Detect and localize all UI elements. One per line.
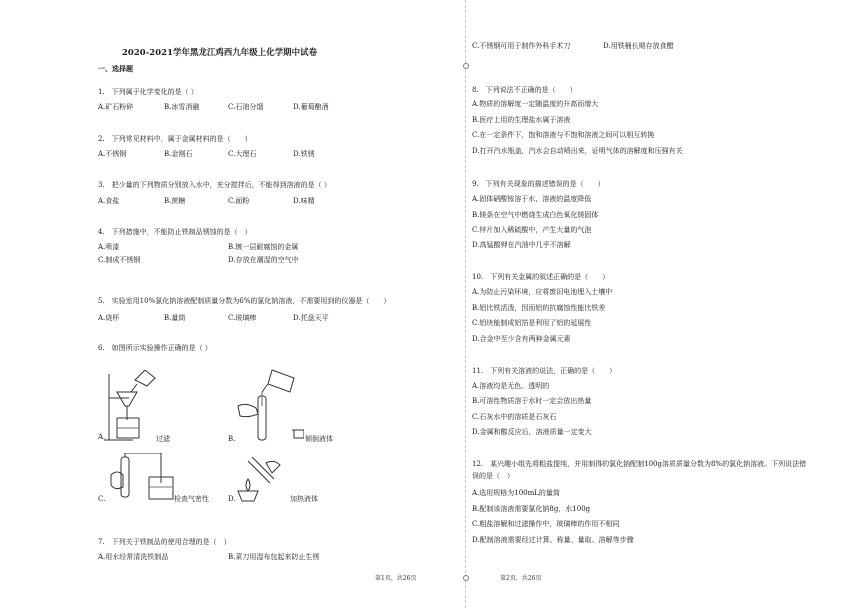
question-2-option-d[interactable]: D.铁锈 — [293, 150, 315, 158]
question-8-option-a[interactable]: A.物质的溶解度一定随温度的升高而增大 — [472, 100, 599, 108]
question-7-option-c[interactable]: C.不锈钢可用于制作外科手术刀 — [472, 42, 571, 50]
question-12-option-a[interactable]: A.选用规格为100mL的量筒 — [472, 489, 560, 497]
page-number-right: 第2页，共26页 — [500, 575, 542, 582]
question-7-option-d[interactable]: D.用铁桶长期存放食醋 — [603, 42, 674, 50]
question-4-stem: 4. 下列措施中，不能防止铁制品锈蚀的是（ ） — [98, 228, 252, 236]
question-12-option-d[interactable]: D.配制溶液需要经过计算、称量、量取、溶解等步骤 — [472, 536, 634, 544]
binding-fold-line — [465, 0, 466, 608]
page-number-left: 第1页，共26页 — [375, 575, 417, 582]
question-11-option-d[interactable]: D.金属和酸反应后，溶液质量一定变大 — [472, 428, 592, 436]
question-11-option-c[interactable]: C.石灰水中的溶质是石灰石 — [472, 413, 557, 421]
question-11-option-a[interactable]: A.溶液均是无色、透明的 — [472, 382, 550, 390]
question-4-option-d[interactable]: D.存放在潮湿的空气中 — [228, 256, 299, 264]
binding-hole — [463, 575, 469, 581]
question-6-option-d-label: 加热液体 — [290, 495, 318, 503]
question-6-option-b-letter[interactable]: B. — [228, 435, 236, 443]
question-6-option-d-letter[interactable]: D. — [228, 495, 236, 503]
question-6-option-c-letter[interactable]: C. — [98, 495, 106, 503]
question-9-option-b[interactable]: B.镁条在空气中燃烧生成白色氧化镁固体 — [472, 211, 599, 219]
question-10-stem: 10. 下列有关金属的叙述正确的是（ ） — [472, 273, 610, 281]
question-3-stem: 3. 把少量的下列物质分别放入水中，充分搅拌后，不能得到溶液的是（ ） — [98, 181, 331, 189]
question-5-option-b[interactable]: B.量筒 — [164, 314, 186, 322]
heating-liquid-figure — [230, 453, 292, 503]
question-1-option-b[interactable]: B.冰雪消融 — [164, 103, 200, 111]
airtightness-figure — [105, 453, 181, 503]
question-12-option-b[interactable]: B.配制该溶液需要氯化钠8g，水100g — [472, 505, 591, 513]
question-1-option-a[interactable]: A.矿石粉碎 — [98, 103, 134, 111]
question-11-option-b[interactable]: B.可溶性物质溶于水时一定会放出热量 — [472, 397, 592, 405]
page-title: 2020-2021学年黑龙江鸡西九年级上化学期中试卷 — [122, 47, 318, 57]
question-8-stem: 8. 下列说法不正确的是（ ） — [472, 86, 577, 94]
question-3-option-a[interactable]: A.食盐 — [98, 197, 120, 205]
question-3-option-b[interactable]: B.蔗糖 — [164, 197, 186, 205]
question-9-stem: 9. 下列有关现象的描述错误的是（ ） — [472, 180, 605, 188]
question-10-option-d[interactable]: D.合金中至少含有两种金属元素 — [472, 335, 571, 343]
question-5-option-d[interactable]: D.托盘天平 — [293, 314, 329, 322]
question-2-stem: 2. 下列常见材料中，属于金属材料的是（ ） — [98, 135, 252, 143]
question-10-option-b[interactable]: B.铝比铁活泼，因而铝的抗腐蚀性能比铁差 — [472, 304, 606, 312]
question-6-option-a-letter[interactable]: A. — [98, 433, 106, 441]
question-2-option-c[interactable]: C.大理石 — [228, 150, 257, 158]
question-7-option-a[interactable]: A.用水经常清洗铁制品 — [98, 553, 169, 561]
question-10-option-a[interactable]: A.为防止污染环境，应将废旧电池埋入土壤中 — [472, 288, 613, 296]
question-12-stem-line-2: 误的是（ ） — [472, 472, 514, 480]
question-4-option-b[interactable]: B.镀一层耐腐蚀的金属 — [228, 243, 299, 251]
question-10-option-c[interactable]: C.铝块能制成铝箔是利用了铝的延展性 — [472, 319, 592, 327]
question-6-stem: 6. 如图所示实验操作正确的是（ ） — [98, 344, 212, 352]
question-5-option-a[interactable]: A.烧杯 — [98, 314, 120, 322]
question-4-option-a[interactable]: A.喷漆 — [98, 243, 120, 251]
question-3-option-d[interactable]: D.味精 — [293, 197, 315, 205]
question-12-option-c[interactable]: C.粗盐溶解和过滤操作中，玻璃棒的作用不相同 — [472, 520, 620, 528]
question-5-stem: 5. 实验室用10%氯化钠溶液配制质量分数为6%的氯化钠溶液，不需要用到的仪器是（ ） — [98, 297, 391, 305]
question-8-option-d[interactable]: D.打开汽水瓶盖，汽水会自动喷出来，证明气体的溶解度和压强有关 — [472, 147, 683, 155]
question-12-stem-line-1: 12. 某兴趣小组先将粗盐提纯，并用制得的氯化钠配制100g溶质质量分数为8%的氯化钠溶液。下列说法错 — [472, 460, 807, 468]
question-9-option-c[interactable]: C.锌片加入稀硫酸中，产生大量的气泡 — [472, 226, 592, 234]
question-11-stem: 11. 下列有关溶液的说法，正确的是（ ） — [472, 367, 617, 375]
binding-hole — [463, 63, 469, 69]
right-page — [430, 0, 860, 608]
filtration-figure — [103, 370, 165, 442]
question-4-option-c[interactable]: C.制成不锈钢 — [98, 256, 141, 264]
question-5-option-c[interactable]: C.玻璃棒 — [228, 314, 257, 322]
question-1-stem: 1. 下列属于化学变化的是（ ） — [98, 88, 198, 96]
question-6-option-c-label: 检查气密性 — [174, 495, 209, 503]
question-7-option-b[interactable]: B.菜刀用湿布包起来防止生锈 — [228, 553, 320, 561]
question-1-option-d[interactable]: D.葡萄酿酒 — [293, 103, 329, 111]
question-1-option-c[interactable]: C.石油分馏 — [228, 103, 264, 111]
question-8-option-b[interactable]: B.医疗上用的生理盐水属于溶液 — [472, 116, 571, 124]
question-2-option-b[interactable]: B.金刚石 — [164, 150, 193, 158]
question-8-option-c[interactable]: C.在一定条件下，饱和溶液与不饱和溶液之间可以相互转换 — [472, 131, 655, 139]
question-6-option-a-label: 过滤 — [156, 435, 170, 443]
question-2-option-a[interactable]: A.不锈钢 — [98, 150, 127, 158]
pouring-liquid-figure — [232, 366, 304, 444]
section-heading: 一、选择题 — [98, 64, 133, 73]
question-6-option-b-label: 倾倒液体 — [305, 435, 333, 443]
question-7-stem: 7. 下列关于铁制品的使用合理的是（ ） — [98, 538, 231, 546]
question-3-option-c[interactable]: C.面粉 — [228, 197, 250, 205]
question-9-option-d[interactable]: D.高锰酸钾在汽油中几乎不溶解 — [472, 241, 571, 249]
question-9-option-a[interactable]: A.固体硝酸铵溶于水，溶液的温度降低 — [472, 195, 592, 203]
